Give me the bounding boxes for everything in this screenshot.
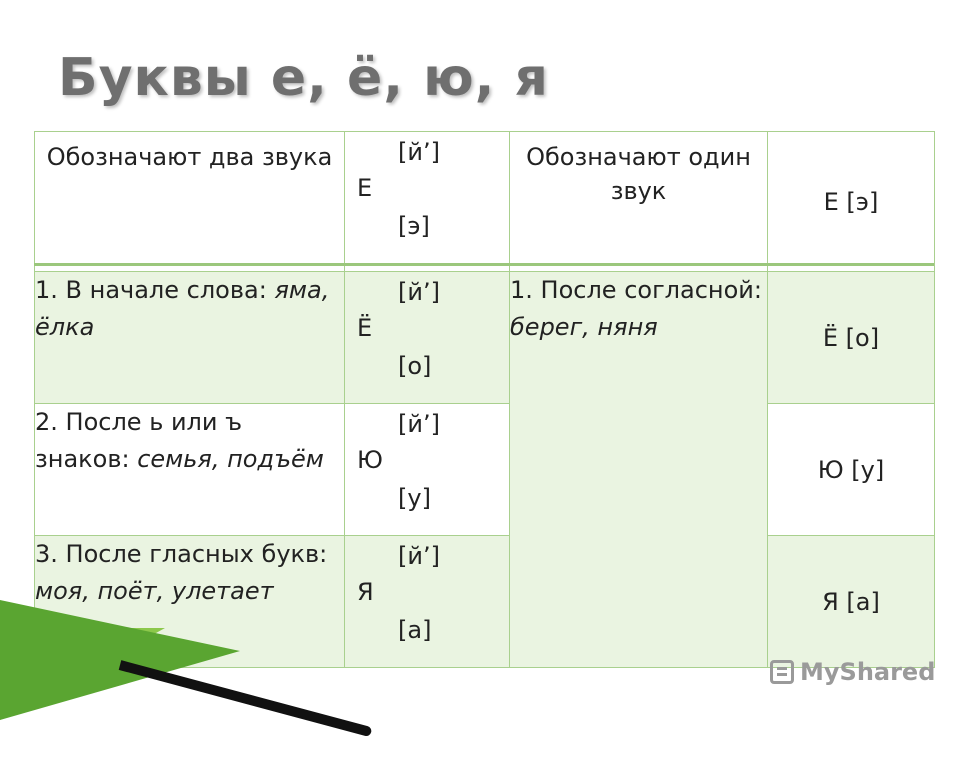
after-consonant-label: 1. После согласной: <box>510 276 762 304</box>
yu-sound-top: [й’] <box>398 410 440 438</box>
watermark-text: MyShared <box>800 658 936 686</box>
case-after-consonant <box>510 272 768 668</box>
yo-sounds <box>345 272 510 404</box>
after-consonant-example: берег, няня <box>510 313 658 341</box>
case-start-of-word <box>35 272 345 404</box>
ya-sounds <box>345 536 510 668</box>
case-example: моя, поёт, улетает <box>35 577 274 605</box>
yo-sound-bottom: [о] <box>398 352 432 380</box>
yo-sound-top: [й’] <box>398 278 440 306</box>
e-sound-bottom: [э] <box>398 212 430 240</box>
case-example: яма, ёлка <box>35 276 330 341</box>
table-row <box>35 272 935 404</box>
e-sound-top: [й’] <box>398 138 440 166</box>
page-title: Буквы е, ё, ю, я <box>58 48 549 108</box>
yu-letter: Ю <box>357 446 383 474</box>
e-letter: Е <box>357 174 373 202</box>
yu-sounds <box>345 404 510 536</box>
header-two-sounds: Обозначают два звука <box>35 132 345 272</box>
case-example: семья, подъём <box>137 445 324 473</box>
yu-one-sound: Ю [у] <box>768 404 935 536</box>
yo-one-sound: Ё [о] <box>768 272 935 404</box>
header-divider <box>34 263 934 266</box>
yu-sound-bottom: [у] <box>398 484 431 512</box>
yo-letter: Ё <box>357 314 373 342</box>
watermark <box>770 658 935 686</box>
case-after-signs <box>35 404 345 536</box>
header-one-sound: Обозначают один звук <box>510 132 768 272</box>
table-header-row <box>35 132 935 272</box>
presentation-icon <box>770 660 794 684</box>
header-e-sounds <box>345 132 510 272</box>
header-e-one-sound: Е [э] <box>768 132 935 272</box>
case-label: 1. В начале слова: <box>35 276 275 304</box>
ya-sound-bottom: [а] <box>398 616 432 644</box>
ya-sound-top: [й’] <box>398 542 440 570</box>
table-row <box>35 404 935 536</box>
case-label: 3. После гласных букв: <box>35 540 328 568</box>
case-label: 2. После ь или ъ знаков: <box>35 408 243 473</box>
letters-table <box>34 131 935 668</box>
ya-letter: Я <box>357 578 374 606</box>
ya-one-sound: Я [а] <box>768 536 935 668</box>
